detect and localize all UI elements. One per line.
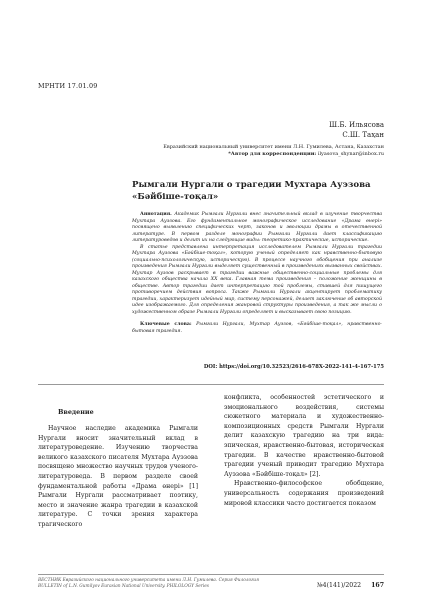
- author-name: С.Ш. Таҳан: [342, 131, 384, 139]
- abstract: [132, 212, 382, 335]
- body-paragraph: Научное наследие академика Рымгали Нургали вносит значительный вклад в литературоведение. Изучению творчества великого казахского писателя Мухтара Ауэзова посвящено множество научных трудов ученого-литературоведа. В первом разделе своей фундаментальной работы «Драма өнері» [1] Рымгали Нургали рассматривает поэтику, место и значение жанра трагедии в казахской литературе. С точки зрения характера трагического: [38, 425, 198, 528]
- mrnti-code: МРНТИ 17.01.09: [38, 82, 98, 90]
- footer-divider: [38, 574, 384, 575]
- abstract-lead: Аннотация.: [140, 212, 172, 217]
- journal-title-ru: ВЕСТНИК Евразийского национального университета имени Л.Н. Гумилева. Серия Филология: [38, 578, 259, 583]
- correspondence-email[interactable]: ilyasova_shynar@inbox.ru: [317, 150, 384, 157]
- journal-title-en: BULLETIN of L.N. Gumilyov Eurasian National University. PHILOLOGY Series: [38, 584, 209, 589]
- author-name: Ш.Б. Ильясова: [329, 121, 384, 129]
- abstract-paragraph: В статье представлена интерпретация исследователем Рымгали Нургали трагедии Мухтара Ауэзова «Бәйбіше-тоқал», которую ученый определяет как нравственно-бытовую (социально-психологическую, историческую). В процессе научного обобщения при анализе произведения Рымгали Нургали выделяет существенный в произведениях вызванных свойствах. Мухтар Ауэзов раскрывает в трагедии важные общественно-социальные проблемы для казахского общества начала ХХ века. Главная тема произведения – положение женщины в обществе. Автор трагедии дает интерпретацию той проблемы, ставшей для пишущего противоречием действия вопроса. Также Рымгали Нургали акцентирует проблематику трагедии, характеризует идейный мир, систему персонажей, делает заключение об авторской идее изображаемого. Для определения жанровой структуры произведения, а так же мысли о художественном образе Рымгали Нургали определяет и высказывает свою позицию.: [132, 244, 382, 315]
- affiliation: Евразийский национальный университет имени Л.Н. Гумилева, Астана, Казахстан: [163, 144, 384, 150]
- keywords: [132, 322, 382, 335]
- body-paragraph: конфликта, особенностей эстетического и эмоционального воздействия, системы сюжетного материала и художественно-композиционных средств Рымгали Нургали делит казахскую трагедию на три вида: эпическая, нравственно-бытовая, историческая трагедии. В качестве нравственно-бытовой трагедии ученый приводит трагедию Мухтара Ауэзова «Бәйбіше-тоқал» [2].: [224, 394, 384, 478]
- body-paragraph: Нравственно-философское обобщение, универсальность содержания произведений мировой классики часто достигается показом: [224, 480, 384, 507]
- correspondence-label: *Автор для корреспонденции:: [228, 150, 317, 157]
- section-divider: [38, 384, 384, 385]
- abstract-paragraph: [132, 212, 382, 245]
- keywords-text: Рымгали Нургали, Мухтар Ауэзов, «Бәйбіше-тоқал», нравственно-бытовая трагедия.: [132, 322, 382, 334]
- issue-number: №4(141)/2022: [316, 582, 362, 589]
- right-column: [224, 393, 384, 508]
- left-column: [38, 424, 198, 530]
- page-number: 167: [371, 582, 384, 589]
- affiliation-block: [124, 144, 384, 157]
- keywords-label: Ключевые слова:: [140, 322, 192, 327]
- article-title: Рымгали Нургали о трагедии Мухтара Ауэзова «Бәйбіше-тоқал»: [132, 180, 371, 202]
- correspondence: [124, 151, 384, 158]
- footer-journal: [38, 578, 259, 590]
- intro-heading: Введение: [58, 408, 94, 416]
- doi-link[interactable]: DOI: https://doi.org/10.32523/2616-678X-2022-141-4-167-175: [203, 364, 384, 370]
- abstract-text: Академик Рымгали Нургали внес значительный вклад в изучение творчества Мухтара Ауэзова. Его фундаментальное монографическое исследование «Драма өнері» посвящено выявлению специфических черт, законов и эволюции драмы в отечественной литературе. В первом разделе монографии Рымгали Нургали дает классификацию литературоведов и делит их на следующие виды: теоретико-практические, исторические.: [132, 212, 382, 243]
- footer-issue: [317, 582, 384, 589]
- authors-block: [329, 120, 384, 140]
